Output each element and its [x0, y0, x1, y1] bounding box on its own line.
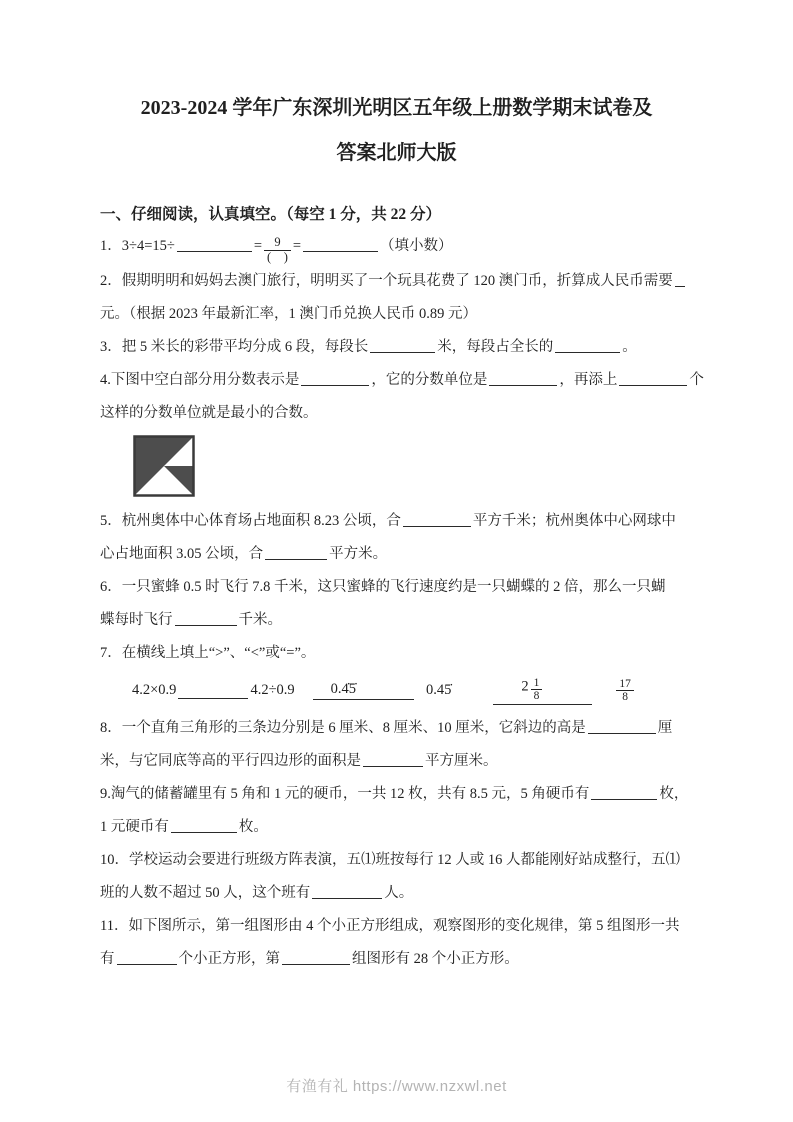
question-9-line-2 — [100, 811, 693, 844]
q7-mixed-fraction — [531, 677, 543, 703]
q4-text-2: ，它的分数单位是 — [371, 371, 488, 388]
answer-blank — [177, 236, 252, 252]
answer-blank — [282, 949, 350, 965]
answer-blank — [171, 817, 237, 833]
question-8-line-2 — [100, 745, 693, 778]
answer-blank — [117, 949, 177, 965]
fraction-denominator: 8 — [622, 691, 629, 704]
q5-text-4: 平方米。 — [329, 545, 388, 562]
question-4-line-2 — [100, 397, 693, 430]
q10-text-3: 人。 — [384, 884, 414, 901]
page-title — [100, 86, 693, 176]
question-3 — [100, 331, 693, 364]
question-7-comparisons — [132, 670, 693, 712]
q6-text-1: 6．一只蜜蜂 0.5 时飞行 7.8 千米，这只蜜蜂的飞行速度约是一只蝴蝶的 2 倍，那么一只蝴 — [100, 578, 666, 595]
q11-text-1: 11．如下图所示，第一组图形由 4 个小正方形组成，观察图形的变化规律，第 5 组图形一共 — [100, 917, 680, 934]
q9-text-2: 枚， — [659, 785, 689, 802]
fraction-numerator: 17 — [616, 678, 634, 692]
question-11-line-1 — [100, 910, 693, 943]
q10-text-1: 10．学校运动会要进行班级方阵表演，五⑴班按每行 12 人或 16 人都能刚好站成整行，五⑴ — [100, 851, 680, 868]
q7-pair1-right: 4.2÷0.9 — [250, 682, 295, 699]
q11-text-4: 组图形有 28 个小正方形。 — [352, 950, 519, 967]
answer-blank — [555, 337, 620, 353]
title-line-2: 答案北师大版 — [336, 142, 457, 164]
q4-text-1: 4.下图中空白部分用分数表示是 — [100, 371, 300, 388]
answer-blank — [301, 370, 369, 386]
q7-pair2-left-on-blank — [313, 681, 414, 700]
question-9-line-1 — [100, 778, 693, 811]
q7-pair3-right-fraction — [616, 678, 634, 704]
q2-text-1: 2．假期明明和妈妈去澳门旅行，明明买了一个玩具花费了 120 澳门币，折算成人民币需要 — [100, 272, 673, 289]
question-1 — [100, 230, 693, 265]
question-11-line-2 — [100, 943, 693, 976]
question-8-line-1 — [100, 712, 693, 745]
fraction-numerator: 1 — [531, 677, 543, 691]
q1-equals-2: = — [292, 238, 302, 254]
q3-text-2: 米，每段占全长的 — [437, 338, 554, 355]
q5-text-2: 平方千米；杭州奥体中心网球中 — [472, 512, 676, 529]
figure-dark-quadrant — [134, 436, 164, 466]
q10-text-2: 班的人数不超过 50 人，这个班有 — [100, 884, 311, 901]
q1-equals-1: = — [253, 238, 263, 254]
q11-text-2: 有 — [100, 950, 115, 967]
q4-text-4: 个 — [689, 371, 704, 388]
answer-blank — [312, 883, 382, 899]
q1-suffix: （填小数） — [380, 238, 453, 254]
question-4-line-1 — [100, 364, 704, 397]
question-10-line-2 — [100, 877, 693, 910]
q4-figure-wrap — [133, 435, 693, 499]
question-2-line-2 — [100, 298, 693, 331]
q6-text-3: 千米。 — [238, 611, 282, 628]
q7-pair1-left: 4.2×0.9 — [132, 682, 177, 699]
question-6-line-2 — [100, 604, 693, 637]
q8-text-3: 米，与它同底等高的平行四边形的面积是 — [100, 752, 361, 769]
title-line-1: 2023-2024 学年广东深圳光明区五年级上册数学期末试卷及 — [140, 97, 653, 119]
q3-text-1: 3．把 5 米长的彩带平均分成 6 段，每段长 — [100, 338, 369, 355]
answer-blank — [265, 544, 327, 560]
answer-blank — [588, 718, 656, 734]
answer-blank — [370, 337, 435, 353]
q11-text-3: 个小正方形，第 — [178, 950, 280, 967]
q7-pair2-right: 0.45̇ — [426, 682, 452, 699]
q9-text-3: 1 元硬币有 — [100, 818, 169, 835]
question-6-line-1 — [100, 571, 693, 604]
q8-text-2: 厘 — [657, 719, 673, 736]
q9-text-1: 9.淘气的储蓄罐里有 5 角和 1 元的硬币，一共 12 枚，共有 8.5 元，5 角硬币有 — [100, 785, 590, 802]
q9-text-4: 枚。 — [238, 818, 268, 835]
q8-text-4: 平方厘米。 — [425, 752, 498, 769]
watermark-footer: 有渔有礼 https://www.nzxwl.net — [286, 1078, 507, 1095]
q6-text-2: 蝶每时飞行 — [100, 611, 173, 628]
answer-blank — [303, 236, 378, 252]
answer-blank — [489, 370, 557, 386]
q8-text-1: 8．一个直角三角形的三条边分别是 6 厘米、8 厘米、10 厘米，它斜边的高是 — [100, 719, 586, 736]
q7-pair3-left-on-blank — [493, 677, 592, 705]
shaded-square-figure — [133, 435, 195, 498]
answer-blank — [178, 683, 248, 699]
q4-text-5: 这样的分数单位就是最小的合数。 — [100, 404, 318, 421]
question-10-line-1 — [100, 844, 693, 877]
answer-blank — [175, 610, 237, 626]
q5-text-3: 心占地面积 3.05 公顷，合 — [100, 545, 264, 562]
fraction-numerator: 9 — [264, 236, 291, 251]
answer-blank — [363, 751, 423, 767]
q7-mixed-whole: 2 — [521, 678, 529, 695]
question-2-line-1 — [100, 265, 693, 298]
fraction-denominator: ( ) — [267, 250, 288, 264]
question-5-line-1 — [100, 505, 693, 538]
q1-text: 1．3÷4=15÷ — [100, 238, 175, 254]
fraction-denominator: 8 — [533, 690, 540, 703]
q3-text-3: 。 — [622, 338, 637, 355]
answer-blank — [619, 370, 687, 386]
answer-blank — [403, 511, 471, 527]
q2-text-2: 元。（根据 2023 年最新汇率，1 澳门币兑换人民币 0.89 元） — [100, 305, 477, 322]
answer-blank — [675, 271, 685, 287]
answer-blank — [591, 784, 657, 800]
section-1-heading: 一、仔细阅读，认真填空。（每空 1 分，共 22 分） — [100, 206, 442, 223]
question-7-heading — [100, 637, 693, 670]
q7-text: 7．在横线上填上“>”、“<”或“=”。 — [100, 644, 316, 661]
question-5-line-2 — [100, 538, 693, 571]
q1-fraction — [264, 236, 291, 265]
q5-text-1: 5．杭州奥体中心体育场占地面积 8.23 公顷，合 — [100, 512, 401, 529]
q7-pair2-left: 0.4̇5̇ — [330, 681, 357, 698]
q4-text-3: ，再添上 — [559, 371, 618, 388]
